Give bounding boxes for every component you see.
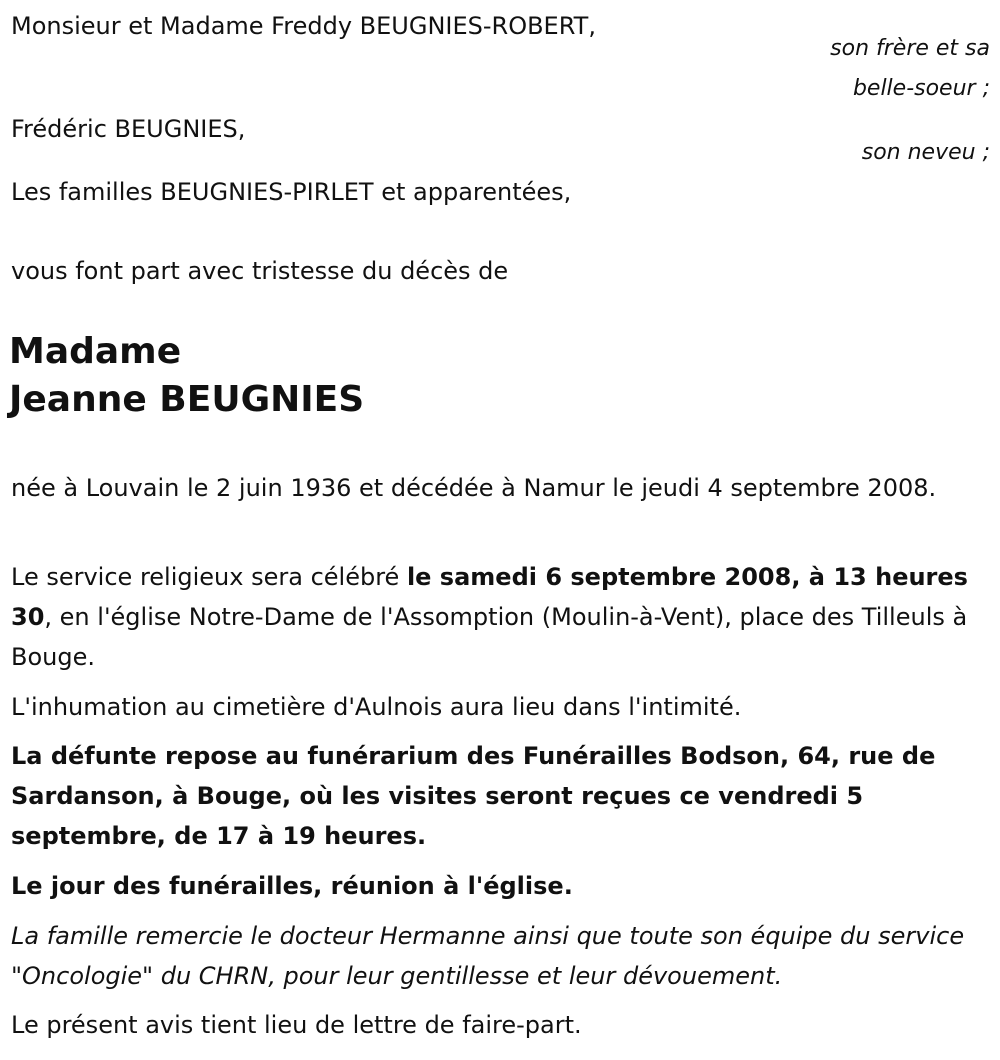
- meeting-text: Le jour des funérailles, réunion à l'église.: [11, 872, 573, 900]
- family-line-2: Frédéric BEUGNIES,: [11, 115, 246, 143]
- service-date: le samedi 6 septembre 2008, à 13 heures 30: [11, 563, 968, 631]
- burial-text: L'inhumation au cimetière d'Aulnois aura lieu dans l'intimité.: [11, 693, 742, 721]
- family-line-1: Monsieur et Madame Freddy BEUGNIES-ROBERT,: [11, 12, 596, 40]
- service-suffix: , en l'église Notre-Dame de l'Assomption (Moulin-à-Vent), place des Tilleuls à Bouge.: [11, 603, 968, 671]
- relation-1a: son frère et sa: [830, 36, 990, 61]
- deceased-title: Madame: [9, 331, 182, 372]
- deceased-name: Jeanne BEUGNIES: [9, 379, 365, 420]
- family-line-3: Les familles BEUGNIES-PIRLET et apparentées,: [11, 178, 572, 206]
- service-prefix: Le service religieux sera célébré: [11, 563, 407, 591]
- relation-2: son neveu ;: [861, 140, 990, 165]
- announcement: vous font part avec tristesse du décès de: [11, 257, 509, 285]
- thanks-text: La famille remercie le docteur Hermanne ainsi que toute son équipe du service "Oncologie" du CHRN, pour leur gentillesse et leur dévouement.: [11, 922, 965, 990]
- service-paragraph: [11, 557, 991, 677]
- closing-text: Le présent avis tient lieu de lettre de faire-part.: [11, 1011, 582, 1039]
- visitation-text: La défunte repose au funérarium des Funérailles Bodson, 64, rue de Sardanson, à Bouge, où les visites seront reçues ce vendredi 5 septembre, de 17 à 19 heures.: [11, 742, 936, 850]
- birth-death-text: née à Louvain le 2 juin 1936 et décédée à Namur le jeudi 4 septembre 2008.: [11, 474, 937, 502]
- relation-1b: belle-soeur ;: [852, 76, 990, 101]
